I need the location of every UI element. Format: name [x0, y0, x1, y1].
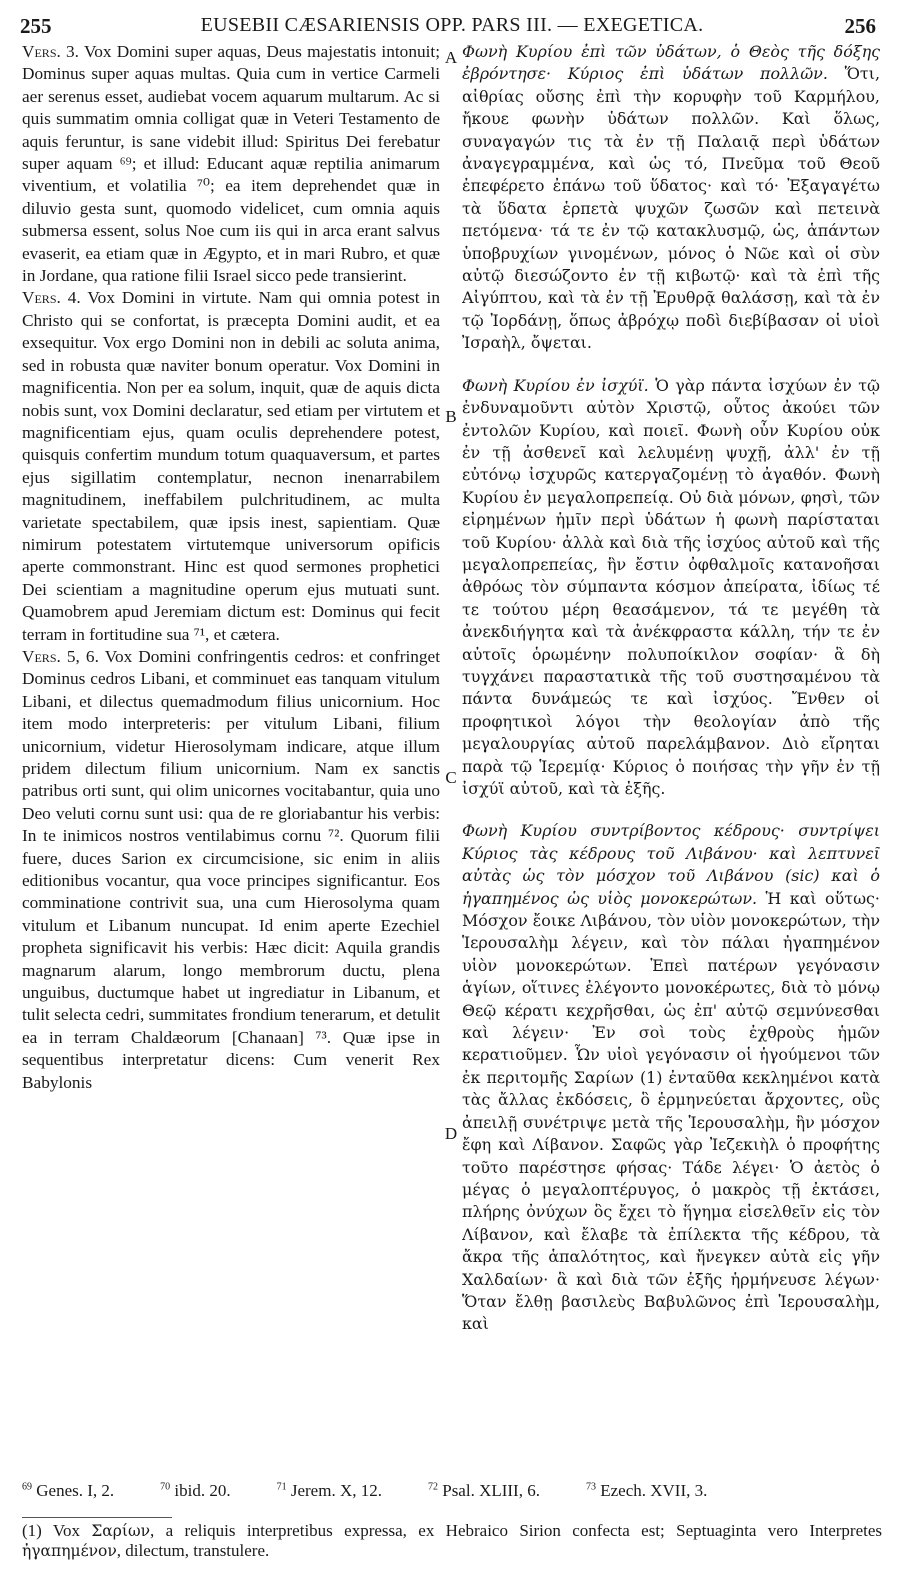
- editorial-note: [22, 1521, 882, 1561]
- verse-text: Vox Domini super aquas, Deus majestatis intonuit; Dominus super aquas multas. Quia cum in vertice Carmeli aer serenus esset, audiebat vocem aquarum multarum. Ac si quis summatim omnia colligat quæ in Veteri Testamento de aquis feruntur, is sane videbit illud: Spiritus Dei ferebatur super aquam ⁶⁹; et illud: Educant aquæ reptilia animarum viventium, et volatilia ⁷⁰; ea item deprehendet quæ in diluvio gesta sunt, quomodo videlicet, cum omnia aquis submersa essent, solus Noe cum iis qui in arca erant salvus evaserit, ea etiam quæ in Ægypto, et in mari Rubro, et quæ in Jordane, qua ratione filii Israel sicco pede transierint.: [22, 42, 440, 286]
- greek-verse-4: [462, 375, 880, 801]
- footnote-text: ibid. 20.: [174, 1481, 231, 1500]
- page-number-left: 255: [20, 14, 52, 38]
- verse-tag: Vers. 3.: [22, 42, 80, 61]
- greek-commentary: Ὅτι, αἰθρίας οὔσης ἐπὶ τὴν κορυφὴν τοῦ Καρμήλου, ἤκουε φωνὴν ὑδάτων πολλῶν. Καὶ ὅλως, συναγαγών τις τὰ ἐν τῇ Παλαιᾷ περὶ ὑδάτων ἀναγεγραμμένα, καὶ ὡς τό, Πνεῦμα τοῦ Θεοῦ ἐπεφέρετο ἐπάνω τοῦ ὕδατος· καὶ τό· Ἐξαγαγέτω τὰ ὕδατα ἑρπετὰ ψυχῶν ζωσῶν καὶ πετεινὰ πετόμενα· τά τε ἐν τῷ κατακλυσμῷ, ὡς, ἁπάντων ὑποβρυχίων γινομένων, μόνος ὁ Νῶε καὶ οἱ σὺν αὐτῷ διεσώζοντο ἐν τῇ κιβωτῷ· καὶ τὰ ἐπὶ τῆς Αἰγύπτου, καὶ τὰ ἐν τῇ Ἐρυθρᾷ θαλάσσῃ, καὶ τὰ ἐν τῷ Ἰορδάνῃ, ὅπως ἀβρόχῳ ποδὶ διεβίβασαν οἱ υἱοὶ Ἰσραὴλ, ὄψεται.: [462, 64, 880, 353]
- footnote-73: [586, 1481, 707, 1501]
- greek-verse-5-6: [462, 820, 880, 1335]
- footnote-divider: [22, 1517, 172, 1518]
- greek-citation: Φωνὴ Κυρίου συντρίβοντος κέδρους· συντρίψει Κύριος τὰς κέδρους τοῦ Λιβάνου· καὶ λεπτυνεῖ αὐτὰς ὡς τὸν μόσχον τοῦ Λιβάνου (sic) καὶ ὁ ἠγαπημένος ὡς υἱὸς μονοκερώτων.: [462, 821, 880, 908]
- footnote-marker: 70: [160, 1481, 171, 1493]
- margin-letter-a: A: [444, 48, 458, 67]
- note-text: , dilectum, transtulere.: [116, 1541, 270, 1560]
- greek-commentary: Ἡ καὶ οὕτως· Μόσχον ἔοικε Λιβάνου, τὸν υἱὸν μονοκερώτων, τὴν Ἱερουσαλὴμ λέγειν, καὶ τὸν πάλαι ἠγαπημένον υἱὸν μονοκερώτων. Ἐπεὶ πατέρων γεγόνασιν ἁγίων, οἵτινες ἐλέγοντο μονοκέρωτες, διὰ τὸ μόνῳ Θεῷ κέρατι κεχρῆσθαι, ὡς ἐπ' αὐτῷ σεμνύνεσθαι καὶ λέγειν· Ἐν σοὶ τοὺς ἐχθροὺς ἡμῶν κερατιοῦμεν. Ὧν υἱοὶ γεγόνασιν οἱ ἡγούμενοι τῶν ἐκ περιτομῆς Σαρίων (1) ἐνταῦθα κεκλημένοι κατὰ τὰς ἄλλας ἐκδόσεις, ὃ ἑρμηνεύεται ἄρχοντες, οὓς ἀπειλῇ συνέτριψε μετὰ τῆς Ἱερουσαλὴμ, ἣν μόσχον ἔφη καὶ Λίβανον. Σαφῶς γὰρ Ἰεζεκιὴλ ὁ προφήτης τοῦτο παρέστησε φήσας· Τάδε λέγει· Ὁ ἀετὸς ὁ μέγας ὁ μεγαλοπτέρυγος, ὁ μακρὸς τῇ ἐκτάσει, πλήρης ὀνύχων ὃς ἔχει τὸ ἥγημα εἰσελθεῖν εἰς τὸν Λίβανον, καὶ ἔλαβε τὰ ἐπίλεκτα τῆς κέδρου, τὰ ἄκρα τῆς ἁπαλότητος, καὶ ἤνεγκεν αὐτὰ εἰς γῆν Χαλδαίων· ἃ καὶ διὰ τῶν ἑξῆς ἡρμήνευσε λέγων· Ὅταν ἔλθῃ βασιλεὺς Βαβυλῶνος ἐπὶ Ἱερουσαλὴμ, καὶ: [462, 888, 880, 1334]
- footnote-72: [428, 1481, 540, 1501]
- footnote-71: [277, 1481, 382, 1501]
- footnote-text: Jerem. X, 12.: [290, 1481, 382, 1500]
- latin-column: [22, 41, 440, 1473]
- page-header: [0, 10, 904, 40]
- greek-citation: Φωνὴ Κυρίου ἐπὶ τῶν ὑδάτων, ὁ Θεὸς τῆς δόξης ἐβρόντησε· Κύριος ἐπὶ ὑδάτων πολλῶν.: [462, 42, 880, 84]
- margin-letter-c: C: [445, 768, 457, 787]
- page-number-right: 256: [844, 14, 876, 38]
- greek-verse-3: [462, 41, 880, 355]
- footnote-text: Genes. I, 2.: [36, 1481, 115, 1500]
- greek-citation: Φωνὴ Κυρίου ἐν ἰσχύϊ.: [462, 375, 649, 395]
- verse-tag: Vers. 4.: [22, 288, 81, 308]
- footnote-69: [22, 1481, 114, 1501]
- latin-verse-5-6: [22, 646, 440, 1094]
- verse-tag: Vers. 5, 6.: [22, 646, 99, 666]
- footnote-marker: 69: [22, 1481, 32, 1493]
- note-greek-term: Σαρίων: [91, 1522, 151, 1540]
- margin-letter-b: B: [445, 407, 457, 426]
- note-text: (1) Vox: [22, 1521, 80, 1540]
- running-title: EUSEBII CÆSARIENSIS OPP. PARS III. — EXEGETICA.: [200, 14, 704, 36]
- greek-column: [462, 41, 880, 1473]
- footnote-text: Ezech. XVII, 3.: [600, 1481, 708, 1500]
- latin-verse-4: [22, 287, 440, 646]
- margin-letter-d: D: [444, 1124, 458, 1143]
- greek-commentary: Ὁ γὰρ πάντα ἰσχύων ἐν τῷ ἐνδυναμοῦντι αὐτὸν Χριστῷ, οὗτος ἀκούει τῶν ἐντολῶν Κυρίου, καὶ ποιεῖ. Φωνὴ οὖν Κυρίου οὐκ ἐν τῇ ἀσθενεῖ καὶ λελυμένῃ ψυχῇ, ἀλλ' ἐν τῇ εὐτόνῳ ἰσχυρῶς κατεργαζομένῃ τὸ ἀγαθόν. Φωνὴ Κυρίου ἐν μεγαλοπρεπείᾳ. Οὐ διὰ μόνων, φησὶ, τῶν εἰρημένων ἡμῖν περὶ ὑδάτων ἡ φωνὴ παρίσταται τοῦ Κυρίου· ἀλλὰ καὶ διὰ τῆς ἰσχύος αὐτοῦ καὶ τῆς μεγαλοπρεπείας, ἣν ἔστιν ὀφθαλμοῖς κατανοῆσαι ἀθρόως τὸν σύμπαντα κόσμον ἀπείρατα, ἰδίως τέ τε τούτου μέρη θεασάμενον, τά τε μεγέθη τὰ ἀνεκδιήγητα καὶ τὰ ἀνέκφραστα κάλλη, τήν τε ἐν αὐτοῖς ὁρωμένην πολυποίκιλον σοφίαν· ἃ δὴ τυγχάνει παραστατικὰ τῆς τοῦ συστησαμένου τὰ πάντα δυνάμεώς τε καὶ ἰσχύος. Ἔνθεν οἱ προφητικοὶ λόγοι τὴν θεολογίαν ἀπὸ τῆς μεγαλουργίας αὐτοῦ παρελάμβανον. Διὸ εἴρηται παρὰ τῷ Ἱερεμίᾳ· Κύριος ὁ ποιήσας τὴν γῆν ἐν τῇ ἰσχύϊ αὐτοῦ, καὶ τὰ ἑξῆς.: [462, 375, 880, 798]
- verse-text: Vox Domini confringentis cedros: et confringet Dominus cedros Libani, et comminuet eas tanquam vitulum Libani, et dilectus quemadmodum filius unicornium. Hoc item modo interpreteris: per vitulum Libani, filium unicornium, videtur Hierosolymam indicare, atque illum pridem dilectum filium unicornium. Nam ex sanctis patribus orti sunt, qui olim unicornes vocitabantur, quia uno Deo veluti cornu sunt usi: qua de re gloriabantur his verbis: In te inimicos nostros ventilabimus cornu ⁷². Quorum filii fuere, duces Sarion ex circumcisione, sic enim in aliis editionibus vocantur, qua voce principes significantur. Eos comminatione contrivit sua, una cum Hierosolyma quam vitulum et Libanum nuncupat. Id enim aperte Ezechiel propheta significavit his verbis: Hæc dicit: Aquila grandis magnarum alarum, longo membrorum ductu, plena unguibus, ductumque habet ut ingrediatur in Libanum, et tulit selecta cedri, summitates frondium tenerarum, et detulit ea in terram Chaldæorum [Chanaan] ⁷³. Quæ ipse in sequentibus interpretatur dicens: Cum venerit Rex Babylonis: [22, 646, 440, 1092]
- note-text: , a reliquis interpretibus expressa, ex Hebraico Sirion confecta est; Septuaginta vero Interpretes: [150, 1521, 883, 1540]
- latin-verse-3: [22, 41, 440, 287]
- footnote-70: [160, 1481, 230, 1501]
- footnote-marker: 72: [427, 1481, 438, 1493]
- footnote-marker: 71: [276, 1481, 287, 1493]
- verse-text: Vox Domini in virtute. Nam qui omnia potest in Christo qui se confortat, is præcepta Domini audit, et ea exsequitur. Vox ergo Domini non in debili ac soluta anima, sed in robusta quæ naviter bonum operatur. Vox Domini in magnificentia. Non per ea solum, inquit, quæ de aquis dicta nobis sunt, vox Domini declaratur, sed etiam per virtutem et magnificentiam ejus, quam oculis deprehendere potest, quisquis confertim mundum totum quaquaversum, et partes ejus sigillatim contemplatur, necnon inenarrabilem magnitudinem, ineffabilem pulchritudinem, ac multa varietate spectabilem, quæ ipsis inest, sapientiam. Quæ nimirum potestatem virtutemque universorum opificis aperte commonstrant. Hinc est quod sermones prophetici Dei scientiam a magnitudine operum ejus mutuati sunt. Quamobrem apud Jeremiam dictum est: Dominus qui fecit terram in fortitudine sua ⁷¹, et cætera.: [22, 288, 440, 644]
- note-greek-term: ἠγαπημένον: [22, 1542, 117, 1560]
- footnote-marker: 73: [585, 1481, 596, 1493]
- footnote-text: Psal. XLIII, 6.: [442, 1481, 540, 1500]
- footnote-references: [22, 1481, 882, 1501]
